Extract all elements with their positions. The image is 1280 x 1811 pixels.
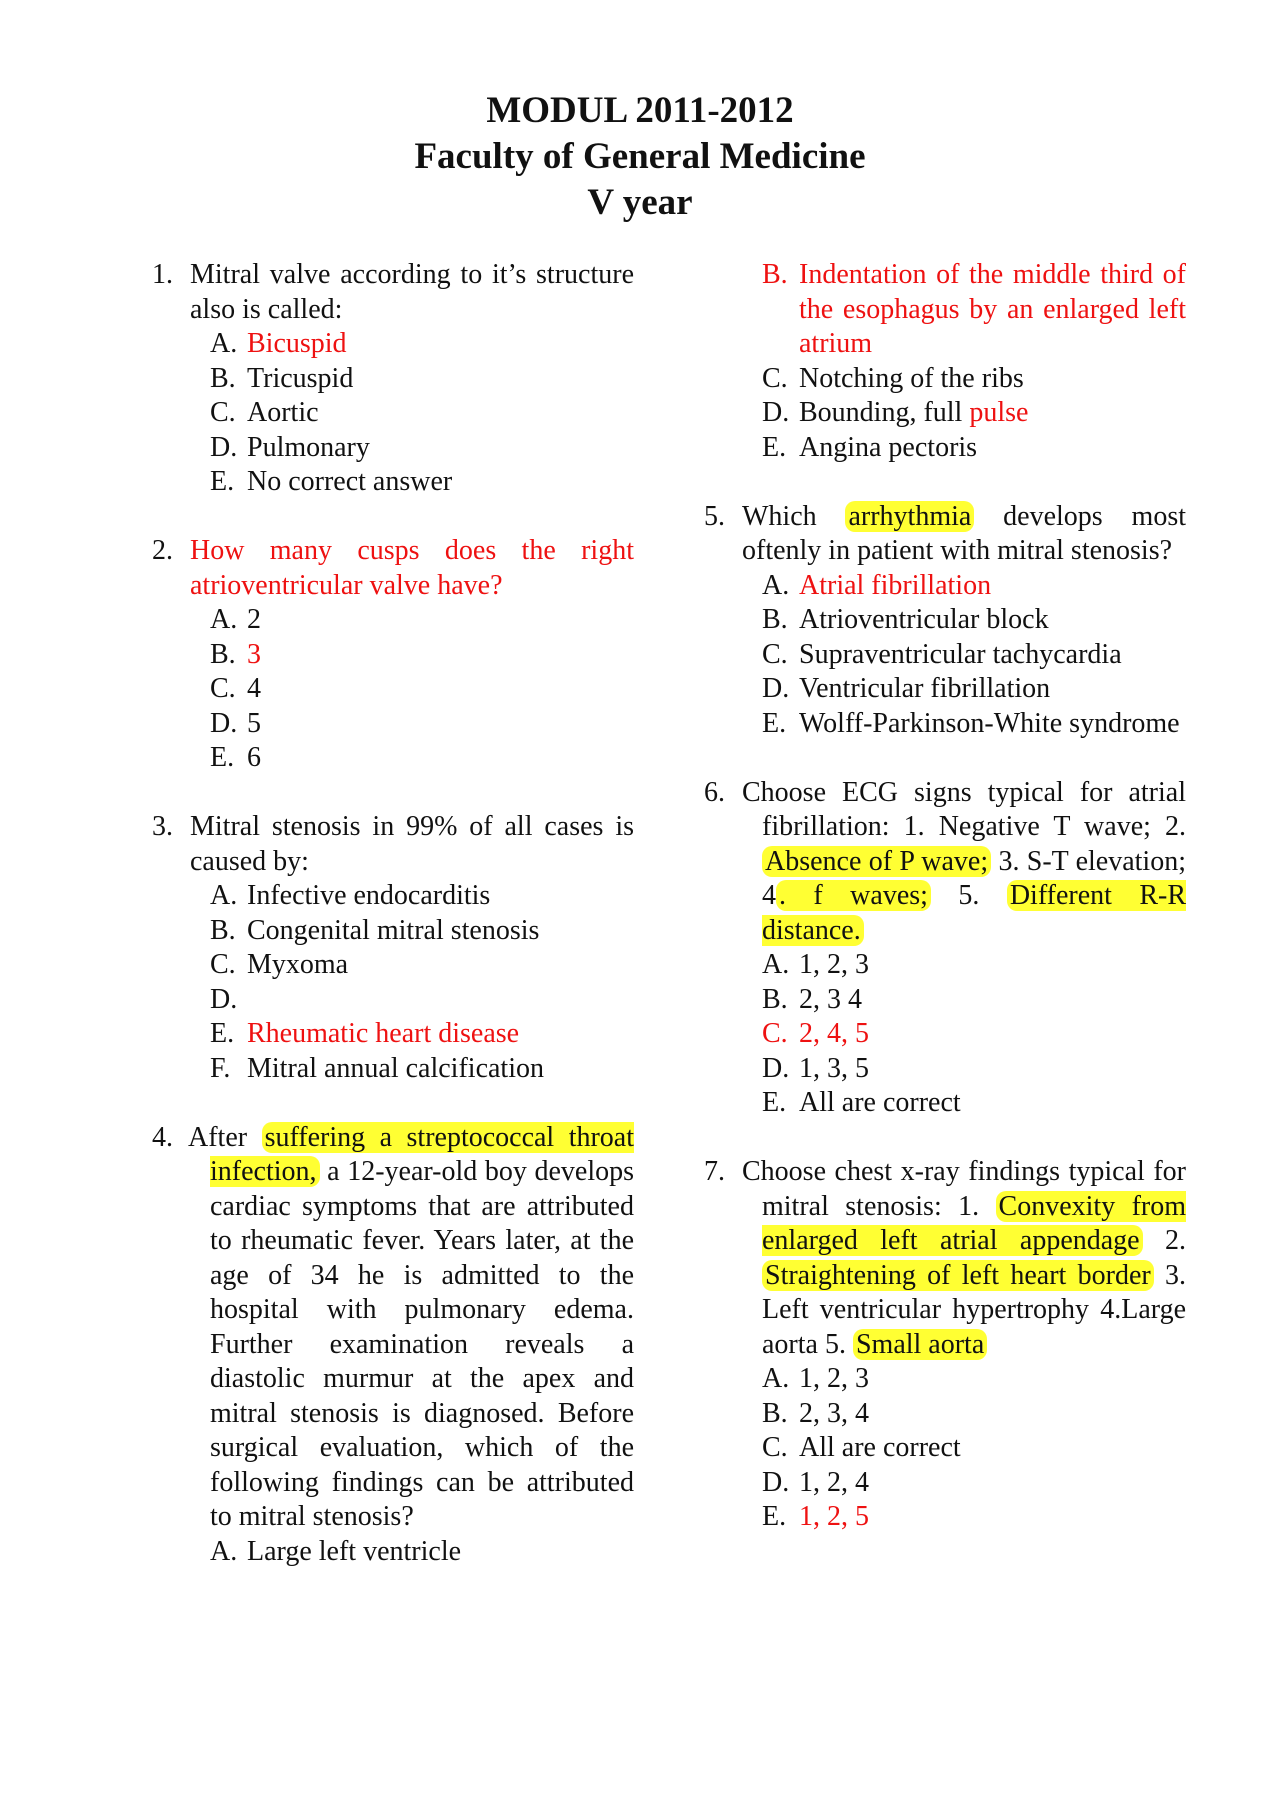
option-label: E.: [762, 1087, 787, 1118]
option-label: B.: [762, 1397, 788, 1429]
option-label: B.: [210, 362, 236, 394]
option-text: Angina pectoris: [799, 431, 978, 463]
option-label: B.: [762, 983, 788, 1015]
option-c: [210, 672, 634, 707]
option-text: Large left ventricle: [247, 1535, 462, 1567]
option-label: A.: [762, 569, 790, 601]
option-c: [210, 396, 634, 431]
stem-text: After: [188, 1121, 248, 1153]
option-text-correct: Indentation of the middle third of the esophagus by an enlarged left atrium: [799, 259, 1186, 359]
option-text-part: Bounding, full: [799, 397, 963, 428]
option-text: All are correct: [799, 1432, 961, 1463]
option-label: A.: [210, 880, 238, 911]
highlighted-text: arrhythmia: [845, 501, 974, 532]
option-e: [762, 1086, 1186, 1121]
document-header: [0, 88, 1280, 226]
option-a: [210, 603, 634, 638]
option-text-red: pulse: [969, 397, 1029, 428]
question-stem: [188, 1121, 635, 1535]
option-label: D.: [762, 1466, 790, 1498]
option-text-correct: Atrial fibrillation: [799, 569, 992, 601]
stem-text: develops most oftenly in patient with mitral stenosis?: [742, 500, 1186, 566]
option-text: 2, 3, 4: [799, 1397, 869, 1429]
option-text: Congenital mitral stenosis: [247, 914, 540, 946]
option-text: [799, 396, 1028, 431]
option-text: Infective endocarditis: [247, 880, 491, 911]
stem-text: 2.: [1165, 1225, 1187, 1256]
option-text: 1, 2, 4: [799, 1466, 869, 1498]
question-stem: [742, 776, 1187, 949]
option-label: E.: [210, 466, 235, 497]
option-text-correct: 1, 2, 5: [799, 1501, 869, 1532]
option-label: F.: [210, 1052, 231, 1084]
option-text: Myxoma: [247, 949, 349, 980]
option-text: Mitral annual calcification: [247, 1052, 544, 1084]
answer-options: [762, 569, 1186, 742]
option-label: C.: [762, 1432, 788, 1463]
option-c: [210, 948, 634, 983]
option-label: A.: [762, 949, 790, 980]
question-number: 7.: [704, 1156, 725, 1187]
stem-text: 3. S-T elevation; 4: [762, 845, 1186, 911]
option-e: [210, 465, 634, 500]
option-text: Aortic: [247, 397, 319, 428]
highlighted-text: Small aorta: [853, 1329, 987, 1360]
option-c: [762, 1431, 1186, 1466]
option-text: 1, 2, 3: [799, 1363, 869, 1394]
option-label: C.: [762, 362, 788, 394]
question-6: [704, 776, 1186, 1121]
highlighted-text: suffering a streptococcal throat infection,: [210, 1121, 634, 1187]
answer-options: [762, 258, 1186, 465]
highlighted-text: Straightening of left heart border: [762, 1260, 1154, 1291]
option-d: [210, 431, 634, 466]
header-year: V year: [587, 182, 693, 223]
stem-text: Choose ECG signs typical for atrial fibrillation: 1. Negative T wave; 2.: [742, 776, 1186, 842]
answer-options: [210, 603, 634, 776]
option-d: [762, 1466, 1186, 1501]
option-text: 1, 2, 3: [799, 949, 869, 980]
stem-text: 5.: [958, 880, 980, 911]
option-e: [762, 431, 1186, 466]
option-d: [762, 1052, 1186, 1087]
option-text: 1, 3, 5: [799, 1052, 869, 1084]
option-label: A.: [210, 328, 238, 359]
option-label: E.: [762, 707, 787, 739]
option-d: [762, 672, 1186, 707]
option-label: B.: [210, 914, 236, 946]
option-text: 5: [247, 707, 261, 739]
option-label: D.: [762, 1052, 790, 1084]
option-label: A.: [210, 1535, 238, 1567]
option-b: [762, 1397, 1186, 1432]
question-stem: How many cusps does the right atrioventricular valve have?: [190, 535, 634, 601]
answer-options: [210, 327, 634, 500]
option-text: Tricuspid: [247, 362, 354, 394]
question-number: 6.: [704, 776, 725, 808]
option-text-correct: 2, 4, 5: [799, 1018, 869, 1049]
option-a: [762, 1362, 1186, 1397]
stem-text: a 12-year-old boy develops cardiac symptoms that are attributed to rheumatic fever. Years later, at the age of 34 he is admitted to the hospital with pulmonary edema. Further examination reveals a diastolic murmur at the apex and mitral stenosis is diagnosed. Before surgical evaluation, which of the following findings can be attributed to mitral stenosis?: [210, 1156, 635, 1532]
option-b: [762, 983, 1186, 1018]
question-2: [152, 534, 634, 776]
question-4: [152, 1121, 634, 1570]
option-label: D.: [762, 397, 790, 428]
option-label: D.: [210, 707, 238, 739]
highlighted-text: . f waves;: [776, 880, 931, 911]
option-c: [762, 362, 1186, 397]
option-c: [762, 1017, 1186, 1052]
option-label: E.: [210, 742, 235, 773]
option-b: [210, 914, 634, 949]
option-a: [210, 879, 634, 914]
answer-options: [762, 1362, 1186, 1535]
question-number: 4.: [152, 1121, 173, 1153]
header-faculty: Faculty of General Medicine: [414, 136, 866, 177]
option-text: 2: [247, 604, 261, 635]
option-text: No correct answer: [247, 466, 453, 497]
question-7: [704, 1155, 1186, 1535]
answer-options: [210, 879, 634, 1086]
highlighted-text: Different R-R distance.: [762, 880, 1187, 946]
option-text: Atrioventricular block: [799, 604, 1049, 635]
option-text: Ventricular fibrillation: [799, 673, 1051, 704]
question-stem: [742, 500, 1186, 569]
option-label: D.: [210, 983, 238, 1015]
option-d: [762, 396, 1186, 431]
option-b: [762, 258, 1186, 362]
option-label: B.: [762, 604, 788, 635]
option-text: 2, 3 4: [799, 983, 862, 1015]
option-f: [210, 1052, 634, 1087]
option-e: [210, 741, 634, 776]
option-label: B.: [762, 259, 788, 290]
left-column: [152, 258, 634, 1569]
option-c: [762, 638, 1186, 673]
question-1: [152, 258, 634, 500]
option-d: [210, 983, 634, 1018]
option-b: [210, 638, 634, 673]
highlighted-text: Absence of P wave;: [762, 846, 991, 877]
option-d: [210, 707, 634, 742]
option-label: C.: [210, 673, 236, 704]
right-column: [704, 258, 1186, 1535]
highlighted-text: Convexity from enlarged left atrial appendage: [762, 1190, 1187, 1256]
question-5: [704, 500, 1186, 742]
option-text: 4: [247, 673, 261, 704]
option-text: Pulmonary: [247, 431, 370, 463]
stem-text: 3. Left ventricular hypertrophy 4.Large aorta 5.: [762, 1259, 1186, 1360]
option-e: [210, 1017, 634, 1052]
option-b: [762, 603, 1186, 638]
question-number: 1.: [152, 259, 173, 290]
option-a: [762, 948, 1186, 983]
option-text-correct: Rheumatic heart disease: [247, 1018, 520, 1049]
question-3: [152, 810, 634, 1086]
option-text: 6: [247, 742, 261, 773]
option-label: C.: [210, 949, 236, 980]
question-number: 5.: [704, 500, 725, 532]
option-text: Supraventricular tachycardia: [799, 638, 1122, 670]
option-label: B.: [210, 638, 236, 670]
question-stem: Mitral stenosis in 99% of all cases is caused by:: [190, 811, 634, 877]
option-a: [210, 327, 634, 362]
option-a: [210, 1535, 634, 1570]
question-4-continued: [704, 258, 1186, 465]
option-text-correct: Bicuspid: [247, 328, 347, 359]
answer-options: [210, 1535, 634, 1570]
option-label: D.: [210, 431, 238, 463]
option-e: [762, 1500, 1186, 1535]
question-stem: Mitral valve according to it’s structure also is called:: [190, 259, 634, 325]
option-label: E.: [762, 1501, 787, 1532]
option-label: C.: [762, 638, 788, 670]
option-e: [762, 707, 1186, 742]
option-text: Notching of the ribs: [799, 362, 1024, 394]
option-label: A.: [762, 1363, 790, 1394]
answer-options: [762, 948, 1186, 1121]
option-label: C.: [762, 1018, 788, 1049]
question-number: 2.: [152, 535, 173, 566]
question-number: 3.: [152, 811, 173, 842]
option-label: D.: [762, 673, 790, 704]
option-text: Wolff-Parkinson-White syndrome: [799, 707, 1180, 739]
option-label: A.: [210, 604, 238, 635]
option-a: [762, 569, 1186, 604]
header-module: MODUL 2011-2012: [486, 90, 794, 131]
question-stem: [742, 1155, 1187, 1362]
stem-text: Choose chest x-ray findings typical for mitral stenosis: 1.: [742, 1156, 1186, 1222]
option-label: E.: [762, 431, 787, 463]
option-text: All are correct: [799, 1087, 961, 1118]
option-text-correct: 3: [247, 638, 261, 670]
option-label: E.: [210, 1018, 235, 1049]
stem-text: Which: [742, 500, 817, 532]
option-label: C.: [210, 397, 236, 428]
option-b: [210, 362, 634, 397]
